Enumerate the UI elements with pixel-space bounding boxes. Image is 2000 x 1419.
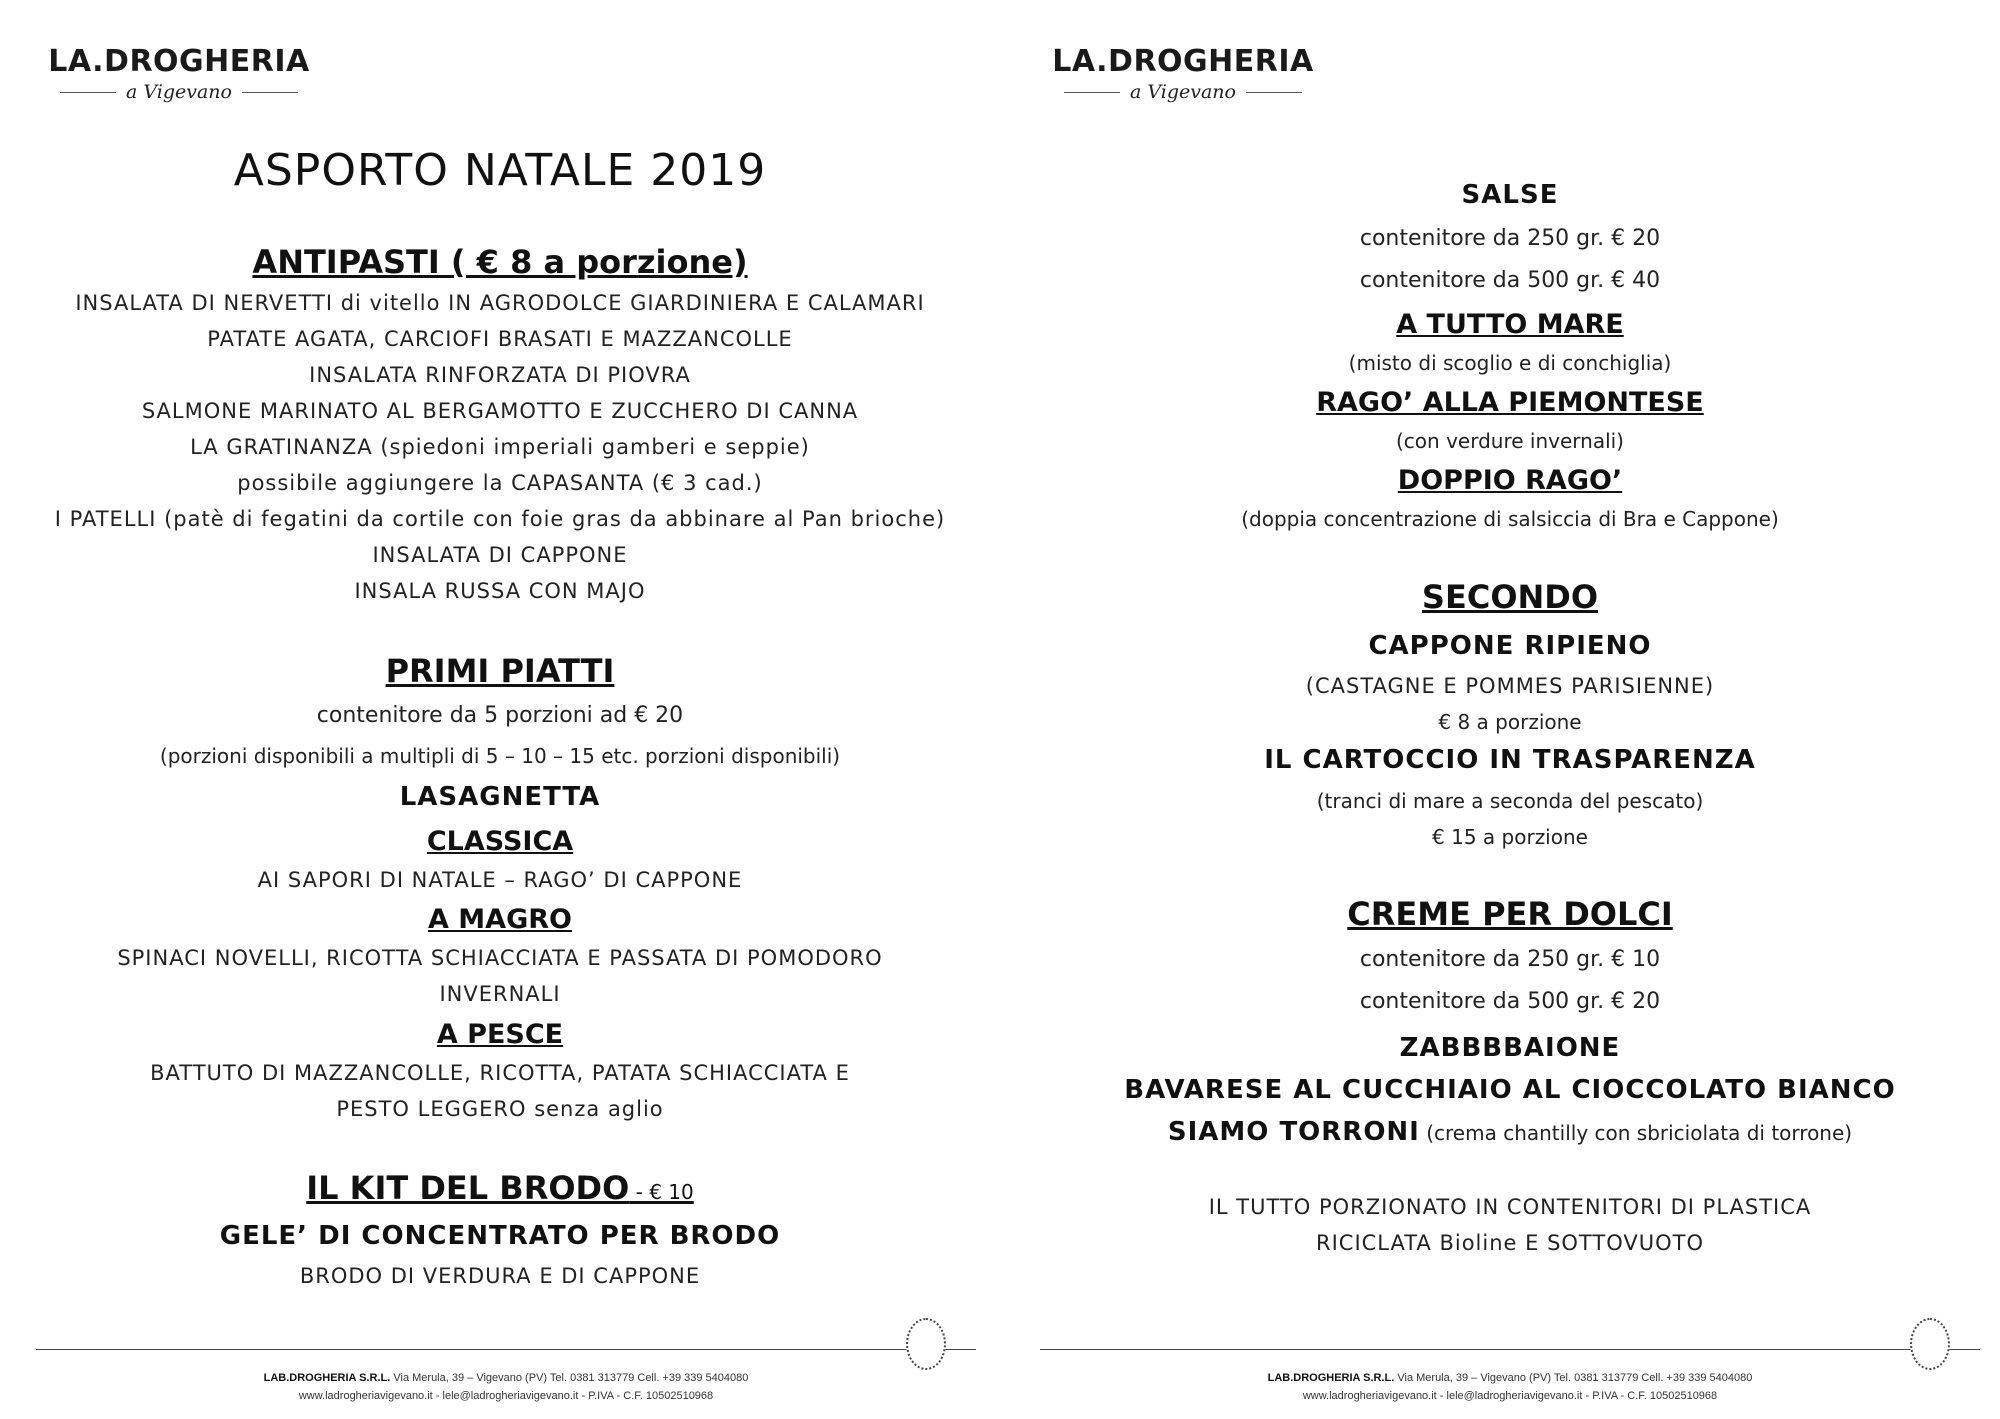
salse-container-500: contenitore da 500 gr. € 40 [1359, 268, 1661, 293]
piemontese-desc: (con verdure invernali) [1396, 429, 1624, 453]
creme-heading: CREME PER DOLCI [1347, 895, 1673, 933]
torroni-desc: (crema chantilly con sbriciolata di torrone) [1419, 1121, 1853, 1145]
mare-subheading: A TUTTO MARE [1396, 309, 1624, 340]
doppio-subheading: DOPPIO RAGO’ [1397, 465, 1623, 496]
doppio-desc: (doppia concentrazione di salsiccia di Bra e Cappone) [1241, 507, 1779, 531]
antipasto-item: possibile aggiungere la CAPASANTA (€ 3 cad.) [237, 471, 763, 495]
primi-note: (porzioni disponibili a multipli di 5 – 10 – 15 etc. porzioni disponibili) [159, 744, 841, 768]
logo-name: LA.DROGHERIA [1052, 44, 1314, 79]
brodo-heading: IL KIT DEL BRODO [306, 1169, 630, 1207]
pesce-subheading: A PESCE [436, 1019, 564, 1050]
secondo-heading: SECONDO [1421, 578, 1599, 616]
antipasto-item: PATATE AGATA, CARCIOFI BRASATI E MAZZANCOLLE [207, 327, 793, 351]
footer [1040, 1369, 1980, 1405]
logo-subtitle: a Vigevano [1130, 81, 1236, 103]
torroni-row [1040, 1117, 1980, 1147]
pesce-desc: PESTO LEGGERO senza aglio [336, 1097, 664, 1121]
primi-heading: PRIMI PIATTI [385, 652, 615, 690]
cappone-desc: (CASTAGNE E POMMES PARISIENNE) [1305, 674, 1715, 698]
bavarese-item: BAVARESE AL CUCCHIAIO AL CIOCCOLATO BIANCO [1124, 1075, 1896, 1105]
footer-company: LAB.DROGHERIA S.R.L. [263, 1372, 391, 1384]
footer-divider [1040, 1349, 1980, 1350]
creme-container-250: contenitore da 250 gr. € 10 [1359, 947, 1661, 972]
packaging-note: RICICLATA Bioline E SOTTOVUOTO [1316, 1231, 1704, 1255]
logo-subtitle: a Vigevano [126, 81, 232, 103]
footer-company: LAB.DROGHERIA S.R.L. [1267, 1372, 1395, 1384]
salse-container-250: contenitore da 250 gr. € 20 [1359, 226, 1661, 251]
antipasto-item: INSALATA DI CAPPONE [372, 543, 628, 567]
cappone-price: € 8 a porzione [1438, 710, 1582, 734]
footer-line-2: www.ladrogheriavigevano.it - lele@ladrogheriavigevano.it - P.IVA - C.F. 10502510968 [298, 1390, 714, 1402]
footer-line-1 [1040, 1369, 1980, 1387]
lasagnetta-heading: LASAGNETTA [399, 782, 601, 812]
antipasto-item: I PATELLI (patè di fegatini da cortile con foie gras da abbinare al Pan brioche) [54, 507, 946, 531]
brodo-heading-row [30, 1169, 970, 1207]
brand-logo [1048, 44, 1318, 103]
antipasto-item: SALMONE MARINATO AL BERGAMOTTO E ZUCCHERO DI CANNA [141, 399, 859, 423]
footer-divider [36, 1349, 976, 1350]
cartoccio-desc: (tranci di mare a seconda del pescato) [1316, 789, 1704, 813]
logo-divider [60, 92, 116, 93]
antipasto-item: INSALA RUSSA CON MAJO [354, 579, 646, 603]
logo-name: LA.DROGHERIA [48, 44, 310, 79]
classica-desc: AI SAPORI DI NATALE – RAGO’ DI CAPPONE [257, 868, 743, 892]
footer-address: Via Merula, 39 – Vigevano (PV) Tel. 0381 313779 Cell. +39 339 5404080 [390, 1372, 749, 1384]
logo-divider [242, 92, 298, 93]
cartoccio-price: € 15 a porzione [1432, 825, 1588, 849]
antipasto-item: LA GRATINANZA (spiedoni imperiali gamberi e seppie) [190, 435, 810, 459]
brodo-desc: BRODO DI VERDURA E DI CAPPONE [299, 1264, 701, 1288]
right-page [1000, 0, 2000, 1419]
brodo-item: GELE’ DI CONCENTRATO PER BRODO [219, 1221, 781, 1251]
antipasti-heading: ANTIPASTI ( € 8 a porzione) [252, 243, 748, 281]
brand-logo [44, 44, 314, 103]
footer-line-2: www.ladrogheriavigevano.it - lele@ladrogheriavigevano.it - P.IVA - C.F. 10502510968 [1302, 1390, 1718, 1402]
antipasto-item: INSALATA DI NERVETTI di vitello IN AGRODOLCE GIARDINIERA E CALAMARI [75, 291, 925, 315]
fingerprint-icon [906, 1318, 946, 1370]
cappone-item: CAPPONE RIPIENO [1368, 631, 1652, 661]
antipasto-item: INSALATA RINFORZATA DI PIOVRA [309, 363, 691, 387]
piemontese-subheading: RAGO’ ALLA PIEMONTESE [1316, 387, 1704, 418]
page-title: ASPORTO NATALE 2019 [233, 145, 767, 196]
zabaione-item: ZABBBBAIONE [1399, 1033, 1621, 1063]
brodo-price: - € 10 [629, 1180, 694, 1204]
fingerprint-icon [1910, 1318, 1950, 1370]
logo-divider [1246, 92, 1302, 93]
footer [36, 1369, 976, 1405]
classica-subheading: CLASSICA [426, 826, 574, 857]
magro-desc: SPINACI NOVELLI, RICOTTA SCHIACCIATA E PASSATA DI POMODORO [117, 946, 883, 970]
salse-heading: SALSE [1461, 180, 1559, 210]
primi-container: contenitore da 5 porzioni ad € 20 [316, 703, 684, 728]
torroni-item: SIAMO TORRONI [1167, 1117, 1420, 1147]
magro-subheading: A MAGRO [428, 904, 572, 935]
packaging-note: IL TUTTO PORZIONATO IN CONTENITORI DI PLASTICA [1208, 1195, 1812, 1219]
logo-subtitle-row [44, 81, 314, 103]
pesce-desc: BATTUTO DI MAZZANCOLLE, RICOTTA, PATATA SCHIACCIATA E [150, 1061, 850, 1085]
footer-address: Via Merula, 39 – Vigevano (PV) Tel. 0381 313779 Cell. +39 339 5404080 [1394, 1372, 1753, 1384]
mare-desc: (misto di scoglio e di conchiglia) [1348, 351, 1672, 375]
magro-desc: INVERNALI [439, 982, 561, 1006]
logo-subtitle-row [1048, 81, 1318, 103]
footer-line-1 [36, 1369, 976, 1387]
creme-container-500: contenitore da 500 gr. € 20 [1359, 989, 1661, 1014]
cartoccio-item: IL CARTOCCIO IN TRASPARENZA [1264, 745, 1756, 775]
logo-divider [1064, 92, 1120, 93]
